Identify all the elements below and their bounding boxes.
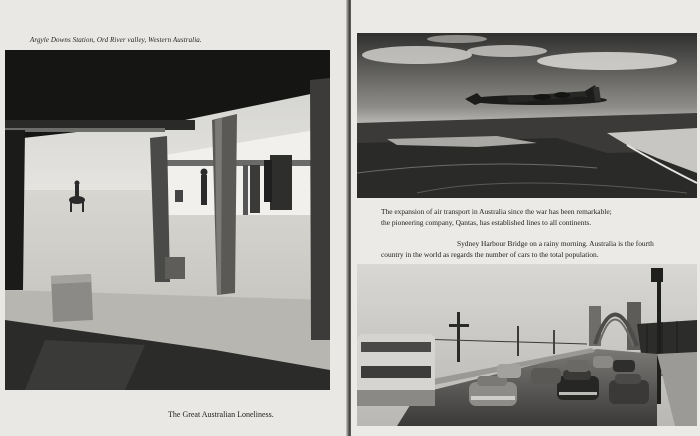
harbour-bridge-image	[357, 264, 697, 426]
double-decker-bus-icon	[357, 334, 435, 406]
homestead-veranda-image	[5, 50, 330, 390]
paragraph-air-transport-line-2: the pioneering company, Qantas, has established lines to all continents.	[381, 218, 592, 227]
photo-sydney-harbour-bridge	[357, 264, 697, 426]
photo-caption-loneliness: The Great Australian Loneliness.	[168, 410, 274, 419]
paragraph-air-transport-line-1: The expansion of air transport in Australia since the war has been remarkable;	[381, 207, 612, 216]
paragraph-air-transport	[381, 206, 681, 228]
photo-homestead-veranda	[5, 50, 330, 390]
paragraph-harbour-bridge-line-2: country in the world as regards the number of cars to the total population.	[381, 250, 599, 259]
aircraft-over-coast-image	[357, 33, 697, 198]
car-icon	[531, 368, 561, 384]
paragraph-harbour-bridge	[381, 238, 681, 260]
car-icon	[497, 364, 521, 378]
photo-caption-argyle-downs: Argyle Downs Station, Ord River valley, Western Australia.	[30, 36, 202, 44]
paragraph-harbour-bridge-line-1: Sydney Harbour Bridge on a rainy morning. Australia is the fourth	[457, 239, 654, 248]
photo-aircraft-over-coast	[357, 33, 697, 198]
